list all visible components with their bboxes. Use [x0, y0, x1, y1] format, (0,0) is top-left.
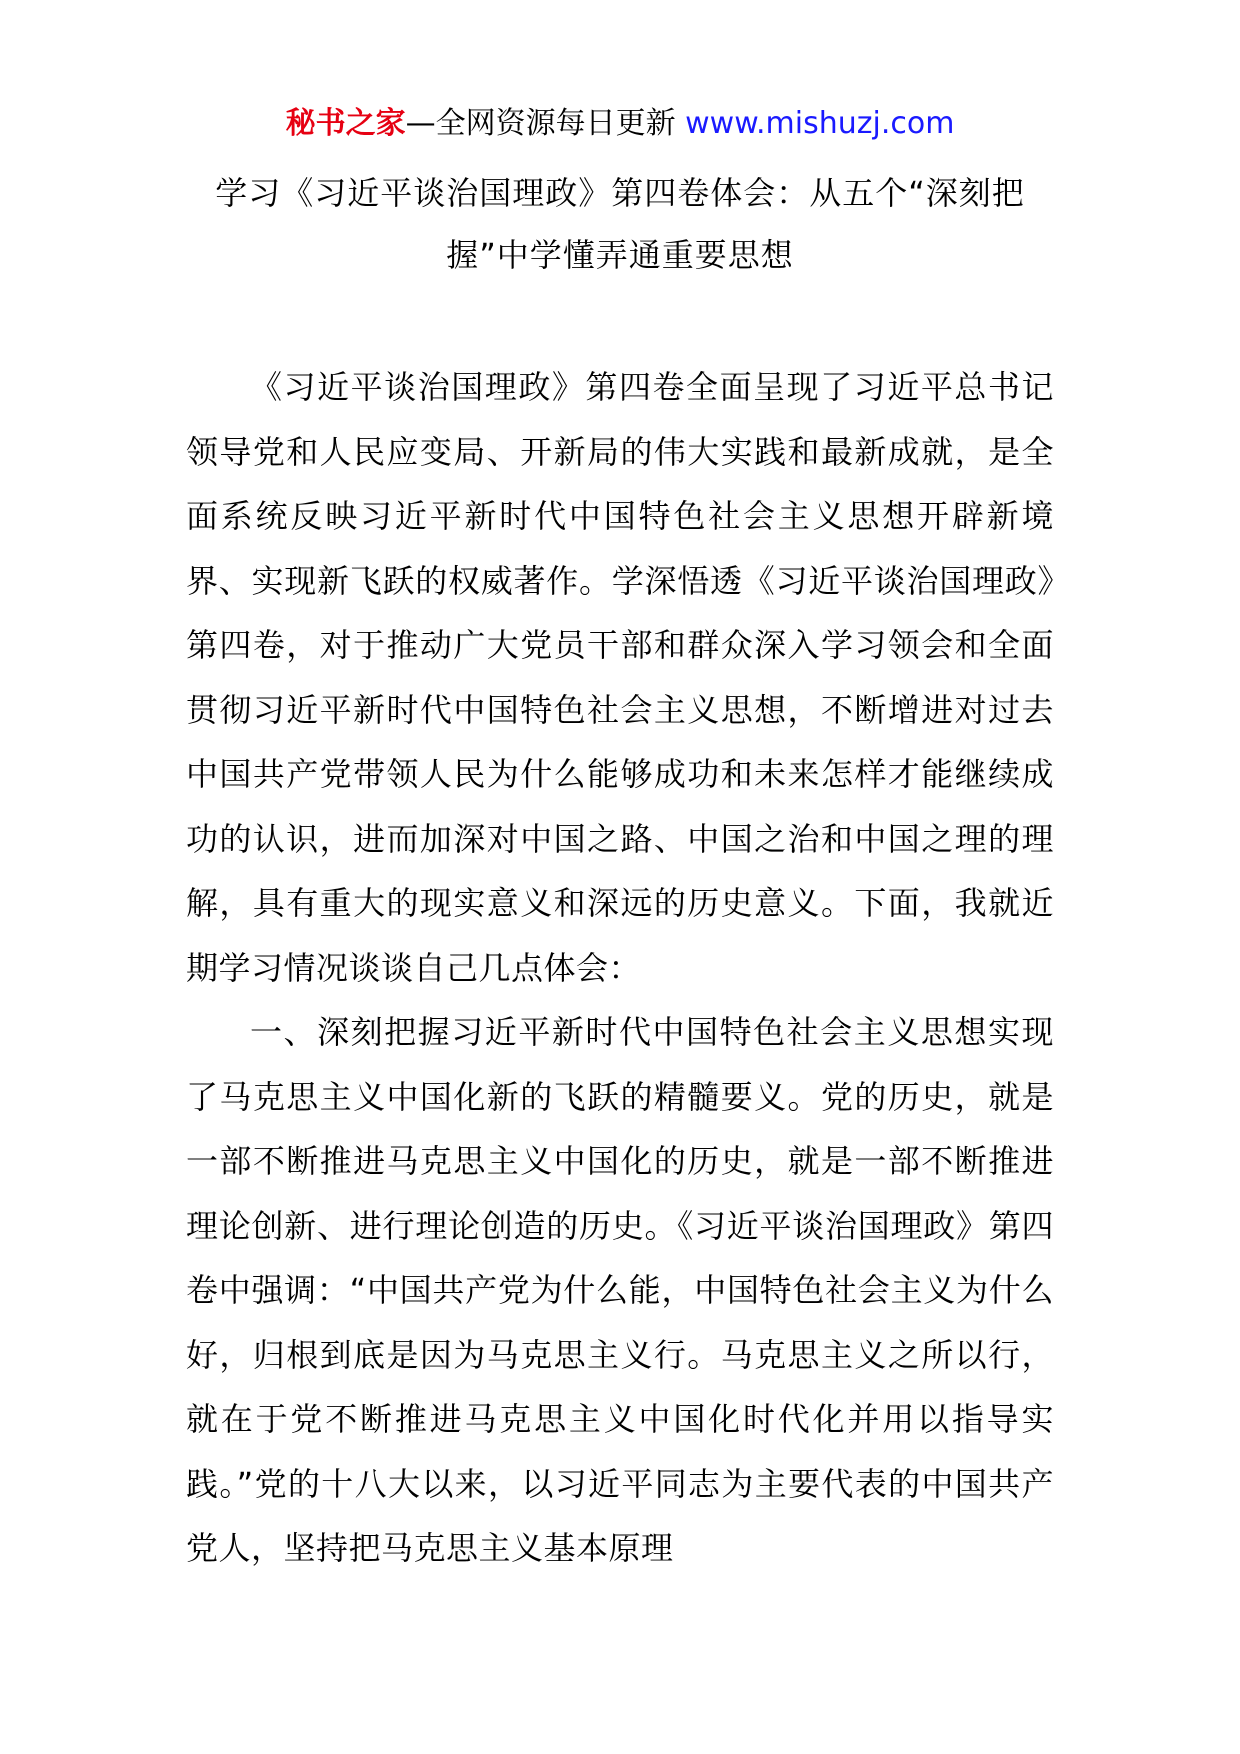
paragraph-point-one: 一、深刻把握习近平新时代中国特色社会主义思想实现了马克思主义中国化新的飞跃的精髓要义。党的历史，就是一部不断推进马克思主义中国化的历史，就是一部不断推进理论创新、进行理论创造的历史。《习近平谈治国理政》第四卷中强调：“中国共产党为什么能，中国特色社会主义为什么好，归根到底是因为马克思主义行。马克思主义之所以行，就在于党不断推进马克思主义中国化时代化并用以指导实践。”党的十八大以来，以习近平同志为主要代表的中国共产党人，坚持把马克思主义基本原理 — [186, 1013, 1054, 1567]
document-title: 学习《习近平谈治国理政》第四卷体会：从五个“深刻把握”中学懂弄通重要思想 — [215, 174, 1025, 274]
site-url-link[interactable]: www.mishuzj.com — [685, 106, 955, 141]
document-body — [186, 355, 1054, 1581]
brand-name: 秘书之家 — [285, 106, 406, 141]
paragraph-intro: 《习近平谈治国理政》第四卷全面呈现了习近平总书记领导党和人民应变局、开新局的伟大实践和最新成就，是全面系统反映习近平新时代中国特色社会主义思想开辟新境界、实现新飞跃的权威著作。学深悟透《习近平谈治国理政》第四卷，对于推动广大党员干部和群众深入学习领会和全面贯彻习近平新时代中国特色社会主义思想，不断增进对过去中国共产党带领人民为什么能够成功和未来怎样才能继续成功的认识，进而加深对中国之路、中国之治和中国之理的理解，具有重大的现实意义和深远的历史意义。下面，我就近期学习情况谈谈自己几点体会： — [186, 368, 1054, 987]
header-slogan: —全网资源每日更新 — [405, 106, 686, 141]
site-header — [0, 102, 1240, 146]
